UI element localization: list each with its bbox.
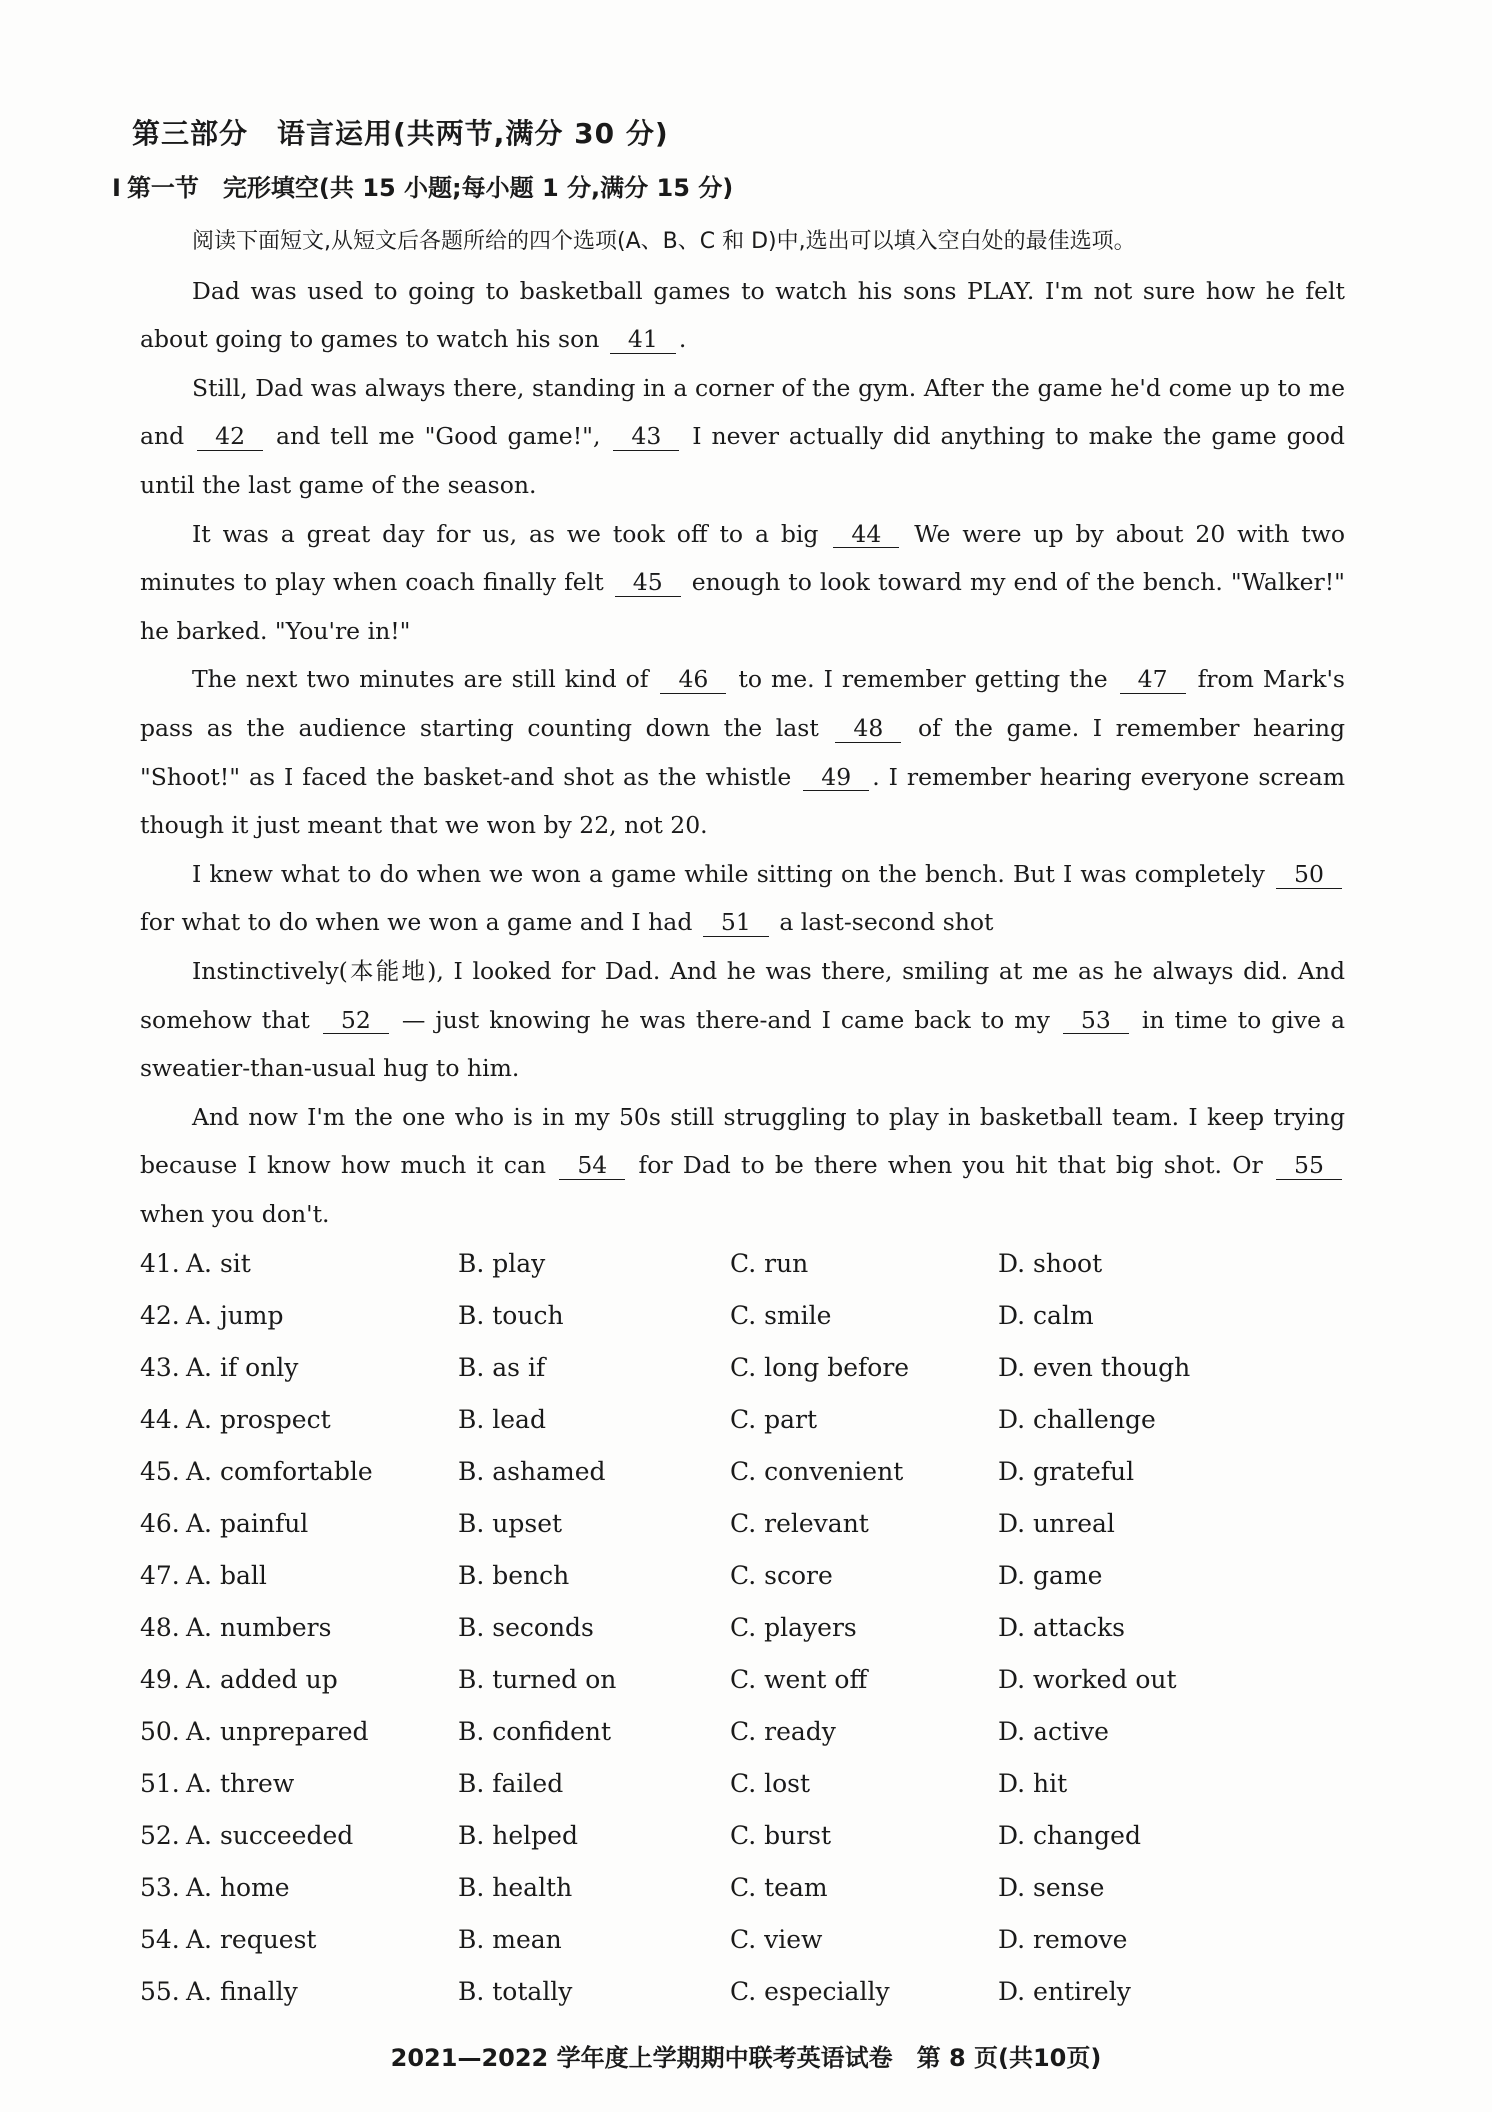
option-a	[140, 1665, 458, 1694]
question-row	[140, 1965, 1350, 2017]
option-text: D. shoot	[998, 1248, 1103, 1278]
passage-text: from Mark's pass as the audience starting counting down the last	[140, 665, 1345, 742]
option-d	[998, 1717, 1318, 1746]
passage-paragraph	[140, 267, 1345, 364]
question-number: 44.	[140, 1404, 180, 1434]
option-d	[998, 1977, 1318, 2006]
option-c	[730, 1665, 998, 1694]
option-a	[140, 1353, 458, 1382]
blank-50: 50	[1276, 862, 1342, 889]
option-text: B. turned on	[458, 1664, 617, 1694]
option-text: B. play	[458, 1248, 546, 1278]
question-number: 53.	[140, 1872, 180, 1902]
question-number: 49.	[140, 1664, 180, 1694]
question-number: 46.	[140, 1508, 180, 1538]
option-text: B. health	[458, 1872, 573, 1902]
option-text: A. threw	[186, 1768, 295, 1798]
passage-text: It was a great day for us, as we took off to a big	[192, 519, 831, 548]
question-number: 41.	[140, 1248, 180, 1278]
options-list	[140, 1237, 1350, 2017]
option-c	[730, 1561, 998, 1590]
option-a	[140, 1873, 458, 1902]
option-c	[730, 1249, 998, 1278]
option-c	[730, 1353, 998, 1382]
blank-42: 42	[197, 424, 263, 451]
option-c	[730, 1769, 998, 1798]
option-d	[998, 1249, 1318, 1278]
question-row	[140, 1393, 1350, 1445]
option-text: C. long before	[730, 1352, 910, 1382]
blank-45: 45	[615, 570, 681, 597]
passage-paragraph	[140, 655, 1345, 849]
passage-text: enough to look toward my end of the bench. "Walker!" he barked. "You're in!"	[140, 568, 1345, 645]
option-text: D. game	[998, 1560, 1103, 1590]
question-row	[140, 1445, 1350, 1497]
option-text: C. players	[730, 1612, 857, 1642]
question-number: 52.	[140, 1820, 180, 1850]
option-text: C. convenient	[730, 1456, 904, 1486]
option-text: A. home	[186, 1872, 290, 1902]
passage-text: in time to give a sweatier-than-usual hug to him.	[140, 1005, 1345, 1083]
option-text: A. unprepared	[186, 1716, 369, 1746]
option-b	[458, 1561, 730, 1590]
option-text: C. team	[730, 1872, 828, 1902]
passage-text: I never actually did anything to make the game good until the last game of the season.	[140, 422, 1345, 499]
option-a	[140, 1405, 458, 1434]
question-row	[140, 1237, 1350, 1289]
page-footer: 2021—2022 学年度上学期期中联考英语试卷 第 8 页(共10页)	[390, 2044, 1102, 2072]
option-text: B. seconds	[458, 1612, 594, 1642]
question-row	[140, 1653, 1350, 1705]
blank-51: 51	[703, 910, 769, 937]
option-text: D. calm	[998, 1300, 1094, 1330]
option-text: C. smile	[730, 1300, 832, 1330]
question-number: 55.	[140, 1976, 180, 2006]
option-d	[998, 1873, 1318, 1902]
passage-text: Dad was used to going to basketball games to watch his sons PLAY. I'm not sure how he felt about going to games to watch his son	[140, 276, 1345, 354]
option-b	[458, 1925, 730, 1954]
option-d	[998, 1769, 1318, 1798]
option-text: B. failed	[458, 1768, 564, 1798]
blank-46: 46	[660, 667, 726, 694]
passage-text: and tell me "Good game!",	[266, 422, 611, 451]
blank-41: 41	[610, 327, 676, 354]
option-b	[458, 1769, 730, 1798]
option-text: B. upset	[458, 1508, 563, 1538]
question-row	[140, 1497, 1350, 1549]
option-b	[458, 1301, 730, 1330]
option-b	[458, 1977, 730, 2006]
option-c	[730, 1405, 998, 1434]
blank-44: 44	[833, 522, 899, 549]
passage-text: And now I'm the one who is in my 50s still struggling to play in basketball team. I keep trying because I know how much it can	[140, 1102, 1345, 1180]
option-d	[998, 1561, 1318, 1590]
option-text: C. lost	[730, 1768, 811, 1798]
option-text: D. active	[998, 1716, 1109, 1746]
option-a	[140, 1821, 458, 1850]
option-b	[458, 1509, 730, 1538]
section-title-line	[112, 168, 733, 203]
option-text: A. numbers	[186, 1612, 332, 1642]
passage-text: The next two minutes are still kind of	[192, 665, 658, 694]
question-row	[140, 1705, 1350, 1757]
option-text: B. lead	[458, 1404, 546, 1434]
part-title: 第三部分 语言运用(共两节,满分 30 分)	[132, 117, 669, 150]
option-text: C. ready	[730, 1716, 836, 1746]
question-number: 54.	[140, 1924, 180, 1954]
passage-paragraph	[140, 510, 1345, 656]
blank-55: 55	[1276, 1153, 1342, 1180]
option-a	[140, 1457, 458, 1486]
passage-text: Instinctively(本能地), I looked for Dad. And he was there, smiling at me as he always did. And somehow that	[140, 956, 1345, 1034]
passage-text: for what to do when we won a game and I had	[140, 908, 700, 937]
option-c	[730, 1717, 998, 1746]
option-text: A. added up	[186, 1664, 338, 1694]
option-d	[998, 1821, 1318, 1850]
option-text: D. grateful	[998, 1456, 1135, 1486]
option-a	[140, 1925, 458, 1954]
option-a	[140, 1301, 458, 1330]
option-b	[458, 1249, 730, 1278]
option-text: A. jump	[186, 1300, 284, 1330]
question-number: 50.	[140, 1716, 180, 1746]
option-c	[730, 1977, 998, 2006]
option-a	[140, 1249, 458, 1278]
option-c	[730, 1925, 998, 1954]
passage-paragraph	[140, 364, 1345, 510]
passage-text: . I remember hearing everyone scream though it just meant that we won by 22, not 20.	[140, 762, 1345, 840]
option-b	[458, 1457, 730, 1486]
section-marker: Ⅰ	[112, 174, 121, 202]
option-a	[140, 1561, 458, 1590]
option-d	[998, 1405, 1318, 1434]
question-row	[140, 1341, 1350, 1393]
option-text: C. part	[730, 1404, 818, 1434]
option-text: A. prospect	[186, 1404, 331, 1434]
blank-54: 54	[559, 1153, 625, 1180]
section-title: 第一节 完形填空(共 15 小题;每小题 1 分,满分 15 分)	[126, 174, 734, 202]
blank-53: 53	[1063, 1008, 1129, 1035]
passage-text: to me. I remember getting the	[729, 665, 1117, 694]
option-d	[998, 1613, 1318, 1642]
option-a	[140, 1613, 458, 1642]
option-text: B. confident	[458, 1716, 612, 1746]
cloze-passage	[140, 218, 1345, 1238]
option-c	[730, 1301, 998, 1330]
option-a	[140, 1769, 458, 1798]
option-text: D. unreal	[998, 1508, 1115, 1538]
passage-text: when you don't.	[140, 1199, 330, 1228]
option-c	[730, 1457, 998, 1486]
option-text: D. sense	[998, 1872, 1105, 1902]
option-text: C. went off	[730, 1664, 868, 1694]
option-text: A. ball	[186, 1560, 267, 1590]
blank-43: 43	[613, 424, 679, 451]
option-a	[140, 1977, 458, 2006]
passage-text: of the game. I remember hearing "Shoot!" as I faced the basket-and shot as the whistle	[140, 713, 1345, 791]
passage-text: Still, Dad was always there, standing in a corner of the gym. After the game he'd come up to me and	[140, 373, 1345, 451]
passage-text: I knew what to do when we won a game while sitting on the bench. But I was completely	[192, 859, 1273, 888]
question-row	[140, 1913, 1350, 1965]
question-row	[140, 1289, 1350, 1341]
option-b	[458, 1873, 730, 1902]
question-number: 42.	[140, 1300, 180, 1330]
option-text: C. burst	[730, 1820, 832, 1850]
option-d	[998, 1665, 1318, 1694]
passage-text: — just knowing he was there-and I came back to my	[391, 1005, 1060, 1034]
option-d	[998, 1457, 1318, 1486]
option-text: C. run	[730, 1248, 809, 1278]
option-text: B. mean	[458, 1924, 562, 1954]
question-row	[140, 1809, 1350, 1861]
option-b	[458, 1405, 730, 1434]
question-row	[140, 1601, 1350, 1653]
question-number: 47.	[140, 1560, 180, 1590]
option-c	[730, 1613, 998, 1642]
passage-paragraph	[140, 947, 1345, 1093]
option-text: D. changed	[998, 1820, 1141, 1850]
passage-text: a last-second shot	[771, 908, 994, 937]
blank-49: 49	[803, 765, 869, 792]
option-d	[998, 1301, 1318, 1330]
question-number: 48.	[140, 1612, 180, 1642]
question-number: 45.	[140, 1456, 180, 1486]
passage-text: .	[678, 325, 687, 354]
option-text: D. worked out	[998, 1664, 1177, 1694]
passage-text: We were up by about 20 with two minutes to play when coach finally felt	[140, 519, 1345, 597]
option-b	[458, 1613, 730, 1642]
option-text: A. sit	[186, 1248, 251, 1278]
option-a	[140, 1717, 458, 1746]
option-text: A. comfortable	[186, 1456, 373, 1486]
question-row	[140, 1757, 1350, 1809]
option-d	[998, 1353, 1318, 1382]
option-text: A. finally	[186, 1976, 298, 2006]
option-d	[998, 1925, 1318, 1954]
passage-paragraph	[140, 1093, 1345, 1239]
option-text: C. view	[730, 1924, 823, 1954]
option-text: B. touch	[458, 1300, 564, 1330]
option-c	[730, 1509, 998, 1538]
option-text: A. painful	[186, 1508, 309, 1538]
blank-47: 47	[1120, 667, 1186, 694]
instruction: 阅读下面短文,从短文后各题所给的四个选项(A、B、C 和 D)中,选出可以填入空白处的最佳选项。	[192, 229, 1136, 254]
option-text: D. remove	[998, 1924, 1128, 1954]
option-text: D. challenge	[998, 1404, 1156, 1434]
blank-48: 48	[835, 716, 901, 743]
option-text: B. bench	[458, 1560, 570, 1590]
option-text: B. ashamed	[458, 1456, 606, 1486]
blank-52: 52	[323, 1008, 389, 1035]
option-text: A. request	[186, 1924, 317, 1954]
option-text: B. as if	[458, 1352, 546, 1382]
option-c	[730, 1821, 998, 1850]
option-text: A. if only	[186, 1352, 299, 1382]
option-text: A. succeeded	[186, 1820, 354, 1850]
passage-paragraph	[140, 850, 1345, 947]
option-b	[458, 1665, 730, 1694]
question-number: 43.	[140, 1352, 180, 1382]
option-text: B. helped	[458, 1820, 578, 1850]
question-number: 51.	[140, 1768, 180, 1798]
option-text: D. entirely	[998, 1976, 1131, 2006]
passage-text: for Dad to be there when you hit that big shot. Or	[628, 1151, 1273, 1180]
question-row	[140, 1861, 1350, 1913]
question-row	[140, 1549, 1350, 1601]
option-c	[730, 1873, 998, 1902]
option-a	[140, 1509, 458, 1538]
option-b	[458, 1717, 730, 1746]
option-d	[998, 1509, 1318, 1538]
option-text: C. especially	[730, 1976, 890, 2006]
option-b	[458, 1821, 730, 1850]
option-text: D. attacks	[998, 1612, 1125, 1642]
option-b	[458, 1353, 730, 1382]
option-text: B. totally	[458, 1976, 573, 2006]
option-text: D. even though	[998, 1352, 1191, 1382]
option-text: D. hit	[998, 1768, 1068, 1798]
option-text: C. relevant	[730, 1508, 869, 1538]
option-text: C. score	[730, 1560, 833, 1590]
